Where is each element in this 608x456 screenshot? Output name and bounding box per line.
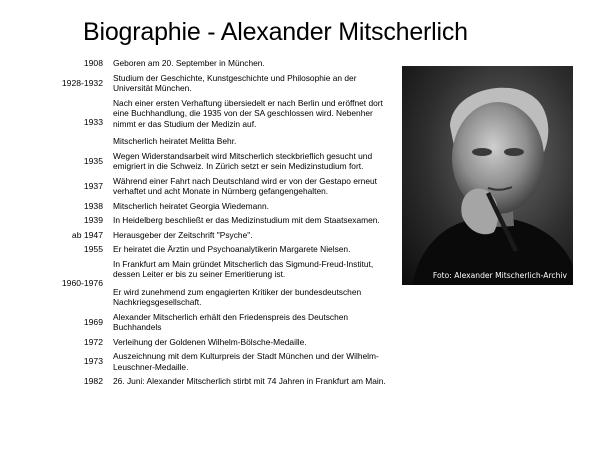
timeline-year: 1935 <box>83 155 103 166</box>
timeline-row <box>50 244 395 255</box>
timeline-events <box>113 201 395 212</box>
timeline-year: 1939 <box>83 215 103 225</box>
timeline-events <box>113 312 395 333</box>
timeline-events <box>113 58 395 69</box>
timeline-year: 1937 <box>83 180 103 191</box>
timeline-year: 1969 <box>83 316 103 327</box>
portrait-photo <box>402 66 573 285</box>
timeline-row <box>50 312 395 333</box>
timeline-events <box>113 230 395 241</box>
timeline-event: Mitscherlich heiratet Georgia Wiedemann. <box>113 200 269 211</box>
timeline-row <box>50 201 395 212</box>
timeline-event: Auszeichnung mit dem Kulturpreis der Stadt München und der Wilhelm-Leuschner-Medaille. <box>113 351 379 372</box>
timeline-event: Herausgeber der Zeitschrift "Psyche". <box>113 229 253 240</box>
timeline-events <box>113 73 395 94</box>
timeline-events <box>113 98 395 147</box>
timeline-events <box>113 376 395 387</box>
timeline-events <box>113 215 395 226</box>
timeline-row <box>50 151 395 172</box>
timeline-year: 1955 <box>83 244 103 254</box>
timeline-event: Verleihung der Goldenen Wilhelm-Bölsche-Medaille. <box>113 336 307 347</box>
timeline-year: 1928-1932 <box>61 77 103 88</box>
timeline-event: Er wird zunehmend zum engagierten Kritiker der bundesdeutschen Nachkriegsgesellschaft. <box>113 286 362 307</box>
timeline-events <box>113 244 395 255</box>
timeline-row <box>50 98 395 147</box>
timeline-year: ab 1947 <box>71 229 103 240</box>
timeline-event: Geboren am 20. September in München. <box>113 58 265 68</box>
timeline-row <box>50 337 395 348</box>
timeline-row <box>50 259 395 308</box>
timeline-events <box>113 337 395 348</box>
timeline-year: 1973 <box>83 356 103 367</box>
timeline-event: Während einer Fahrt nach Deutschland wird er von der Gestapo erneut verhaftet und acht Monate in Nürnberg gefangengehalten. <box>113 175 377 196</box>
biography-timeline <box>50 58 395 391</box>
timeline-event: 26. Juni: Alexander Mitscherlich stirbt mit 74 Jahren in Frankfurt am Main. <box>113 376 386 386</box>
timeline-events <box>113 176 395 197</box>
timeline-event: In Frankfurt am Main gründet Mitscherlich das Sigmund-Freud-Institut, dessen Leiter er bis zu seiner Emeritierung ist. <box>113 258 374 279</box>
timeline-year: 1972 <box>83 336 103 347</box>
timeline-events <box>113 259 395 308</box>
timeline-event: Nach einer ersten Verhaftung übersiedelt er nach Berlin und eröffnet dort eine Buchhandlung, die 1935 von der SA geschlossen wird. Nebenher nimmt er das Studium der Medizin auf. <box>113 97 383 129</box>
timeline-events <box>113 151 395 172</box>
timeline-event: In Heidelberg beschließt er das Medizinstudium mit dem Staatsexamen. <box>113 215 380 225</box>
portrait-illustration <box>402 66 573 285</box>
timeline-event: Wegen Widerstandsarbeit wird Mitscherlich steckbrieflich gesucht und emigriert in die Schweiz. In Zürich setzt er sein Medizinstudium fort. <box>113 150 373 171</box>
timeline-row <box>50 58 395 69</box>
timeline-row <box>50 376 395 387</box>
timeline-year: 1938 <box>83 200 103 211</box>
timeline-year: 1960-1976 <box>61 277 103 288</box>
timeline-year: 1982 <box>83 376 103 386</box>
timeline-row <box>50 215 395 226</box>
page-title: Biographie - Alexander Mitscherlich <box>83 18 468 46</box>
timeline-row <box>50 351 395 372</box>
timeline-row <box>50 73 395 94</box>
photo-credit: Foto: Alexander Mitscherlich-Archiv <box>432 271 567 280</box>
timeline-year: 1908 <box>83 58 103 68</box>
timeline-event: Mitscherlich heiratet Melitta Behr. <box>113 136 237 146</box>
timeline-year: 1933 <box>83 116 103 127</box>
timeline-events <box>113 351 395 372</box>
timeline-row <box>50 176 395 197</box>
timeline-event: Er heiratet die Ärztin und Psychoanalytikerin Margarete Nielsen. <box>113 244 351 254</box>
timeline-row <box>50 230 395 241</box>
timeline-event: Alexander Mitscherlich erhält den Friedenspreis des Deutschen Buchhandels <box>113 311 349 332</box>
timeline-event: Studium der Geschichte, Kunstgeschichte und Philosophie an der Universität München. <box>113 72 357 93</box>
